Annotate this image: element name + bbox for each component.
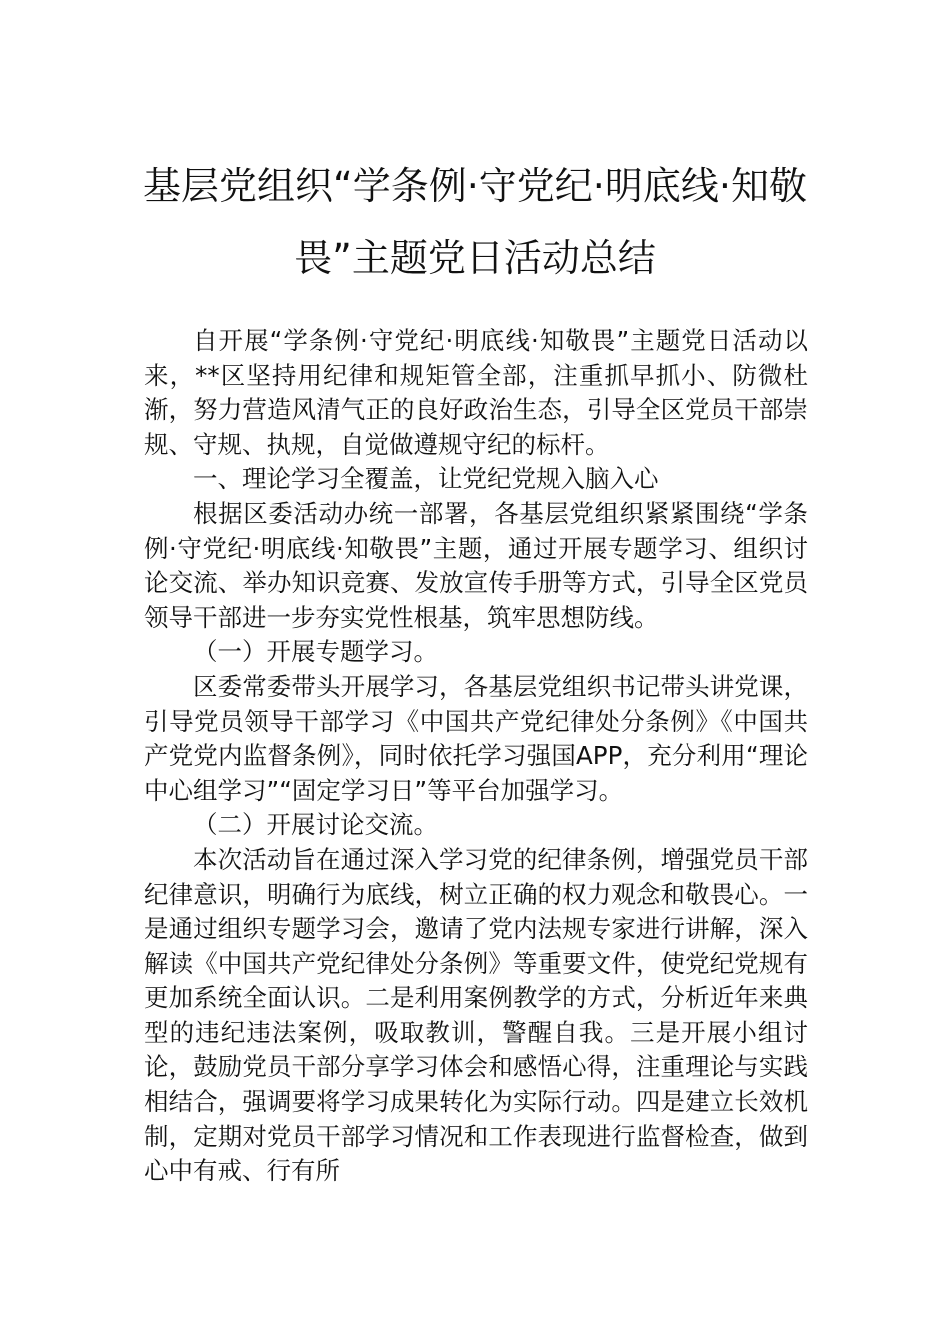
paragraph-section-1: 根据区委活动办统一部署，各基层党组织紧紧围绕“学条例·守党纪·明底线·知敬畏”主题，通过开展专题学习、组织讨论交流、举办知识竞赛、发放宣传手册等方式，引导全区党员领导干部进一步夯实党性根基，筑牢思想防线。 [144, 498, 808, 632]
document-body [144, 324, 808, 1189]
paragraph-subsection-2: 本次活动旨在通过深入学习党的纪律条例，增强党员干部纪律意识，明确行为底线，树立正确的权力观念和敬畏心。一是通过组织专题学习会，邀请了党内法规专家进行讲解，深入解读《中国共产党纪律处分条例》等重要文件，使党纪党规有更加系统全面认识。二是利用案例教学的方式，分析近年来典型的违纪违法案例，吸取教训，警醒自我。三是开展小组讨论，鼓励党员干部分享学习体会和感悟心得，注重理论与实践相结合，强调要将学习成果转化为实际行动。四是建立长效机制，定期对党员干部学习情况和工作表现进行监督检查，做到心中有戒、行有所 [144, 844, 808, 1186]
subsection-heading-2: （二）开展讨论交流。 [193, 810, 438, 840]
document-title [140, 150, 810, 294]
paragraph-intro: 自开展“学条例·守党纪·明底线·知敬畏”主题党日活动以来，**区坚持用纪律和规矩管全部，注重抓早抓小、防微杜渐，努力营造风清气正的良好政治生态，引导全区党员干部崇规、守规、执规，自觉做遵规守纪的标杆。 [144, 326, 808, 459]
subsection-heading-1: （一）开展专题学习。 [193, 637, 438, 667]
title-line-1: 基层党组织“学条例·守党纪·明底线·知敬 [143, 164, 807, 208]
section-heading-1: 一、理论学习全覆盖，让党纪党规入脑入心 [193, 464, 659, 494]
paragraph-subsection-1: 区委常委带头开展学习，各基层党组织书记带头讲党课，引导党员领导干部学习《中国共产党纪律处分条例》《中国共产党党内监督条例》，同时依托学习强国APP，充分利用“理论中心组学习”“固定学习日”等平台加强学习。 [144, 671, 808, 805]
title-line-2: 畏”主题党日活动总结 [294, 236, 656, 280]
